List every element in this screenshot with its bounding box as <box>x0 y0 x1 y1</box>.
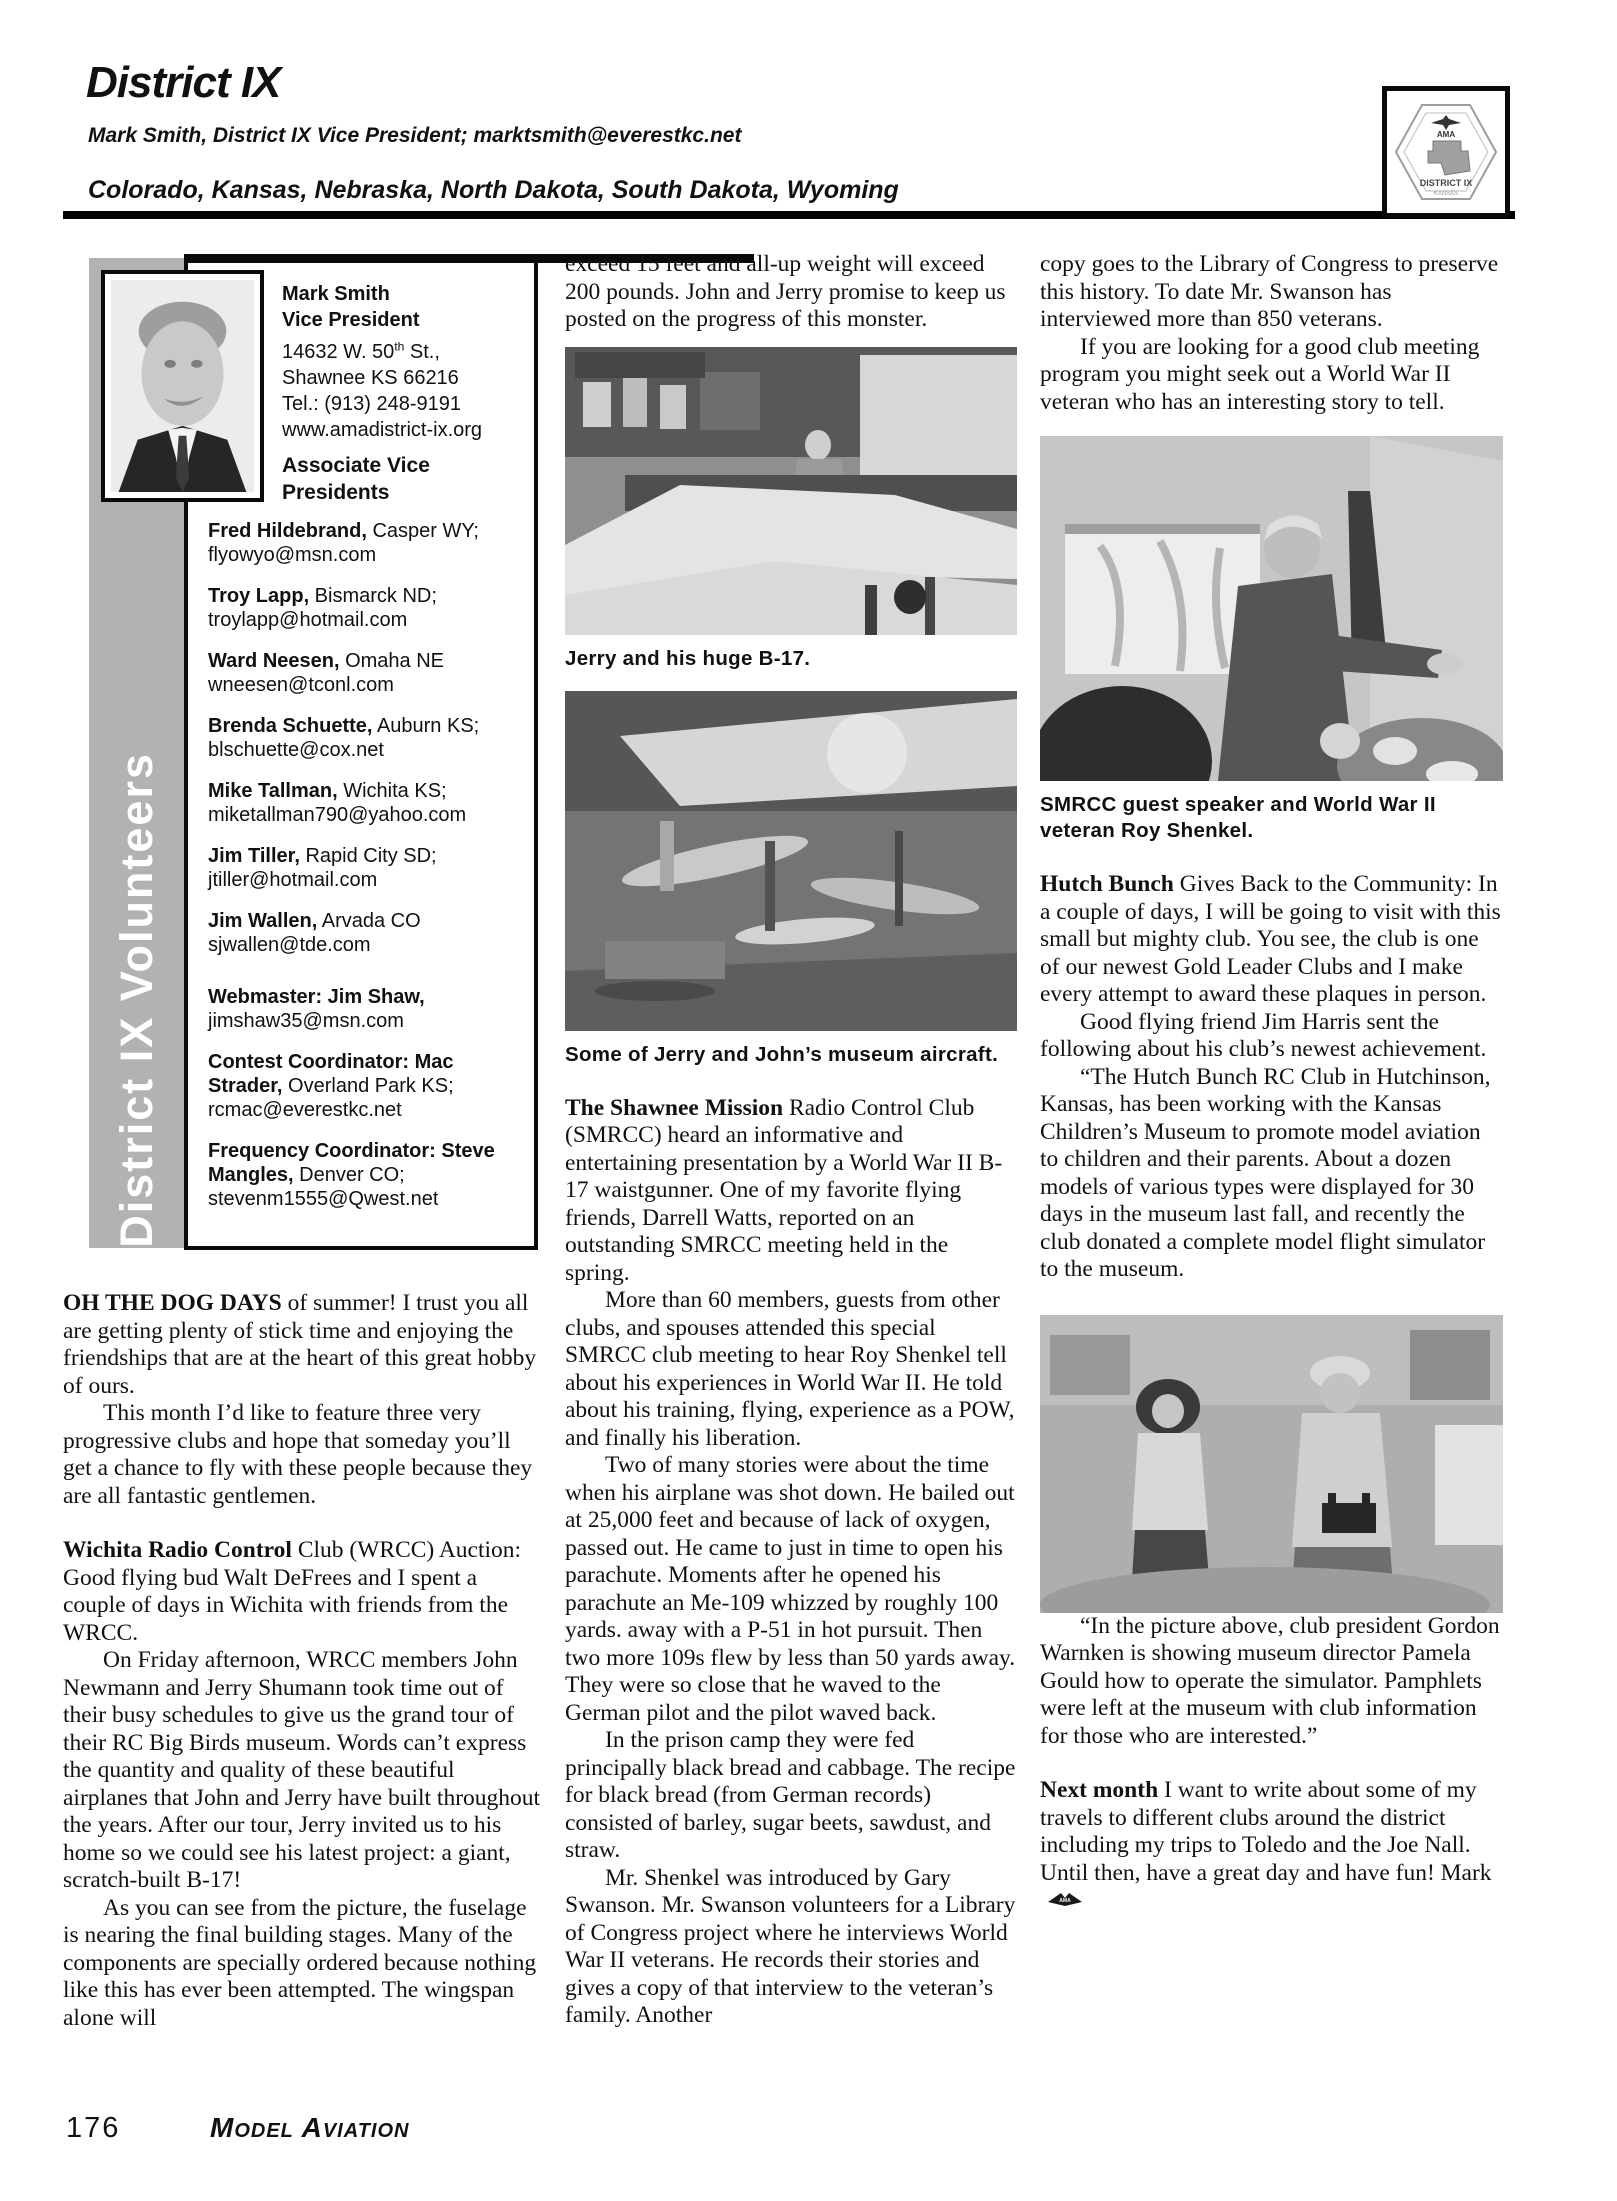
photo-simulator-presentation <box>1040 1315 1503 1613</box>
volunteer-email: flyowyo@msn.com <box>208 544 377 566</box>
volunteer-name: Jim Tiller, <box>208 845 300 867</box>
column-2 <box>565 251 1017 2030</box>
header-rule <box>63 211 1515 219</box>
volunteer-email: jtiller@hotmail.com <box>208 869 378 891</box>
portrait-photo-art <box>111 280 254 492</box>
volunteer-entry <box>208 909 526 957</box>
officer-entry <box>208 1050 526 1122</box>
volunteer-email: blschuette@cox.net <box>208 739 384 761</box>
officer-list <box>208 985 526 1228</box>
paragraph: On Friday afternoon, WRCC members John Newmann and Jerry Shumann took time out of their busy schedules to give us the grand tour of their RC Big Birds museum. Words can’t express the quantity and quality of these beautiful airplanes that John and Jerry have built throughout the years. After our tour, Jerry invited us to his home so we could see his latest project: a giant, scratch-built B-17! <box>63 1647 541 1893</box>
photo-caption: SMRCC guest speaker and World War II veteran Roy Shenkel. <box>1040 793 1436 842</box>
paragraph: Wichita Radio Control Club (WRCC) Auction: Good flying bud Walt DeFrees and I spent a couple of days in Wichita with friends from the WRCC. <box>63 1537 522 1646</box>
paragraph: If you are looking for a good club meeting program you might seek out a World War II veteran who has an interesting story to tell. <box>1040 333 1480 415</box>
officer-entry <box>208 1139 526 1211</box>
paragraph: Next month I want to write about some of my travels to different clubs around the district including my trips to Toledo and the Joe Nall. Until then, have a great day and have fun! Mark AMA <box>1040 1777 1503 1915</box>
officer-title-name: Webmaster: Jim Shaw, <box>208 986 425 1008</box>
svg-text:DISTRICT IX: DISTRICT IX <box>1419 178 1473 188</box>
magazine-title: Model Aviation <box>210 2112 410 2143</box>
district-states: Colorado, Kansas, Nebraska, North Dakota, South Dakota, Wyoming <box>88 176 899 204</box>
volunteer-name: Mike Tallman, <box>208 780 338 802</box>
district-ix-badge <box>1382 86 1510 218</box>
volunteer-list <box>208 519 526 974</box>
vp-address-line2: Shawnee KS 66216 <box>282 366 459 389</box>
page-title: District IX <box>86 58 281 107</box>
officer-email: jimshaw35@msn.com <box>208 1010 404 1032</box>
volunteer-entry <box>208 844 526 892</box>
volunteer-name: Brenda Schuette, <box>208 715 373 737</box>
column-3 <box>1040 251 1503 1915</box>
volunteer-entry <box>208 584 526 632</box>
ama-wings-icon <box>1046 1889 1084 1909</box>
paragraph: OH THE DOG DAYS of summer! I trust you all are getting plenty of stick time and enjoying the friendships that are at the heart of this great hobby of ours. <box>63 1290 537 1399</box>
volunteer-email: miketallman790@yahoo.com <box>208 804 467 826</box>
photo-museum-aircraft <box>565 691 1017 1031</box>
paragraph: “The Hutch Bunch RC Club in Hutchinson, Kansas, has been working with the Kansas Children’s Museum to promote model aviation to children and their parents. About a dozen models of various types were displayed for 30 days in the museum last fall, and recently the club donated a complete model flight simulator to the museum. <box>1040 1063 1491 1282</box>
officer-email: stevenm1555@Qwest.net <box>208 1188 439 1210</box>
photo-caption: Some of Jerry and John’s museum aircraft. <box>565 1042 999 1066</box>
volunteer-entry <box>208 519 526 567</box>
paragraph: As you can see from the picture, the fuselage is nearing the final building stages. Many of the components are specially ordered because nothing like this has ever been attempted. The wingspan alone will <box>63 1894 537 2031</box>
photo-caption: Jerry and his huge B-17. <box>565 646 811 670</box>
paragraph: More than 60 members, guests from other clubs, and spouses attended this special SMRCC club meeting to hear Roy Shenkel tell about his experiences in World War II. He told about his training, flying, experience as a POW, and finally his liberation. <box>565 1287 1015 1451</box>
associate-vp-heading: Associate Vice Presidents <box>282 454 430 504</box>
volunteer-location: Arvada CO <box>317 910 421 932</box>
paragraph: Two of many stories were about the time when his airplane was shot down. He bailed out at 25,000 feet and because of lack of oxygen, passed out. He came to just in time to open his parachute. Moments after he opened his parachute an Me-109 whizzed by roughly 100 yards. away with a P-51 in hot pursuit. Then two more 109s flew by less than 50 yards away. They were so close that he waved to the German pilot and the pilot waved back. <box>565 1452 1016 1726</box>
vp-website: www.amadistrict-ix.org <box>282 418 483 441</box>
volunteer-location: Rapid City SD; <box>299 845 437 867</box>
officer-title-name: Frequency Coordinator: Steve Mangles, <box>208 1140 495 1186</box>
volunteer-email: wneesen@tconl.com <box>208 674 394 696</box>
officer-location: Overland Park KS; <box>282 1075 454 1097</box>
paragraph: exceed 15 feet and all-up weight will exceed 200 pounds. John and Jerry promise to keep us posted on the progress of this monster. <box>565 251 1006 332</box>
officer-email: rcmac@everestkc.net <box>208 1099 402 1121</box>
paragraph: Good flying friend Jim Harris sent the following about his club’s newest achievement. <box>1040 1008 1487 1062</box>
photo-jerry-b17-workshop <box>565 347 1017 635</box>
volunteer-name: Troy Lapp, <box>208 585 310 607</box>
volunteer-email: troylapp@hotmail.com <box>208 609 408 631</box>
paragraph: The Shawnee Mission Radio Control Club (SMRCC) heard an informative and entertaining presentation by a World War II B-17 waistgunner. One of my favorite flying friends, Darrell Watts, reported on an outstanding SMRCC meeting held in the spring. <box>565 1094 1003 1286</box>
vp-contact-info <box>282 281 530 443</box>
volunteer-location: Wichita KS; <box>337 780 447 802</box>
volunteer-location: Omaha NE <box>339 650 445 672</box>
volunteer-location: Auburn KS; <box>372 715 480 737</box>
vp-address-line1: 14632 W. 50th St., <box>282 339 440 363</box>
volunteer-name: Fred Hildebrand, <box>208 520 367 542</box>
volunteer-name: Ward Neesen, <box>208 650 340 672</box>
paragraph: This month I’d like to feature three very progressive clubs and hope that someday you’ll get a chance to fly with these people because they are all fantastic gentlemen. <box>63 1400 533 1509</box>
paragraph: “In the picture above, club president Gordon Warnken is showing museum director Pamela Gould how to operate the simulator. Pamphlets were left at the museum with club information for those who are interested.” <box>1040 1612 1500 1749</box>
volunteers-sidebar-label: District IX Volunteers <box>111 752 162 1248</box>
volunteer-name: Jim Wallen, <box>208 910 318 932</box>
svg-text:KANSAS: KANSAS <box>1433 191 1459 197</box>
vp-phone: Tel.: (913) 248-9191 <box>282 392 462 415</box>
district-ix-badge-icon <box>1393 97 1499 207</box>
volunteer-email: sjwallen@tde.com <box>208 934 371 956</box>
paragraph: copy goes to the Library of Congress to preserve this history. To date Mr. Swanson has interviewed more than 850 veterans. <box>1040 251 1499 332</box>
volunteer-location: Casper WY; <box>366 520 479 542</box>
vp-role: Vice President <box>282 309 420 331</box>
vp-name: Mark Smith <box>282 283 390 305</box>
volunteer-entry <box>208 779 526 827</box>
column-1 <box>63 1290 545 2032</box>
volunteer-entry <box>208 649 526 697</box>
page-number: 176 <box>66 2112 121 2144</box>
page-byline: Mark Smith, District IX Vice President; marktsmith@everestkc.net <box>88 124 742 147</box>
officer-entry <box>208 985 526 1033</box>
volunteer-location: Bismarck ND; <box>309 585 437 607</box>
svg-text:AMA: AMA <box>1059 1898 1071 1904</box>
officer-location: Denver CO; <box>293 1164 405 1186</box>
paragraph: Mr. Shenkel was introduced by Gary Swanson. Mr. Swanson volunteers for a Library of Congress project where he interviews World War II veterans. He records their stories and gives a copy of that interview to the veteran’s family. Another <box>565 1864 1016 2028</box>
volunteer-entry <box>208 714 526 762</box>
officer-title-name: Contest Coordinator: Mac Strader, <box>208 1051 454 1097</box>
paragraph: In the prison camp they were fed principally black bread and cabbage. The recipe for black bread (from German records) consisted of barley, sugar beets, sawdust, and straw. <box>565 1727 1016 1863</box>
paragraph: Hutch Bunch Gives Back to the Community: In a couple of days, I will be going to visit with this small but mighty club. You see, the club is one of our newest Gold Leader Clubs and I make every attempt to award these plaques in person. <box>1040 871 1501 1007</box>
svg-text:AMA: AMA <box>1436 130 1456 139</box>
photo-roy-shenkel-speaker <box>1040 436 1503 781</box>
mark-smith-portrait <box>101 270 264 502</box>
